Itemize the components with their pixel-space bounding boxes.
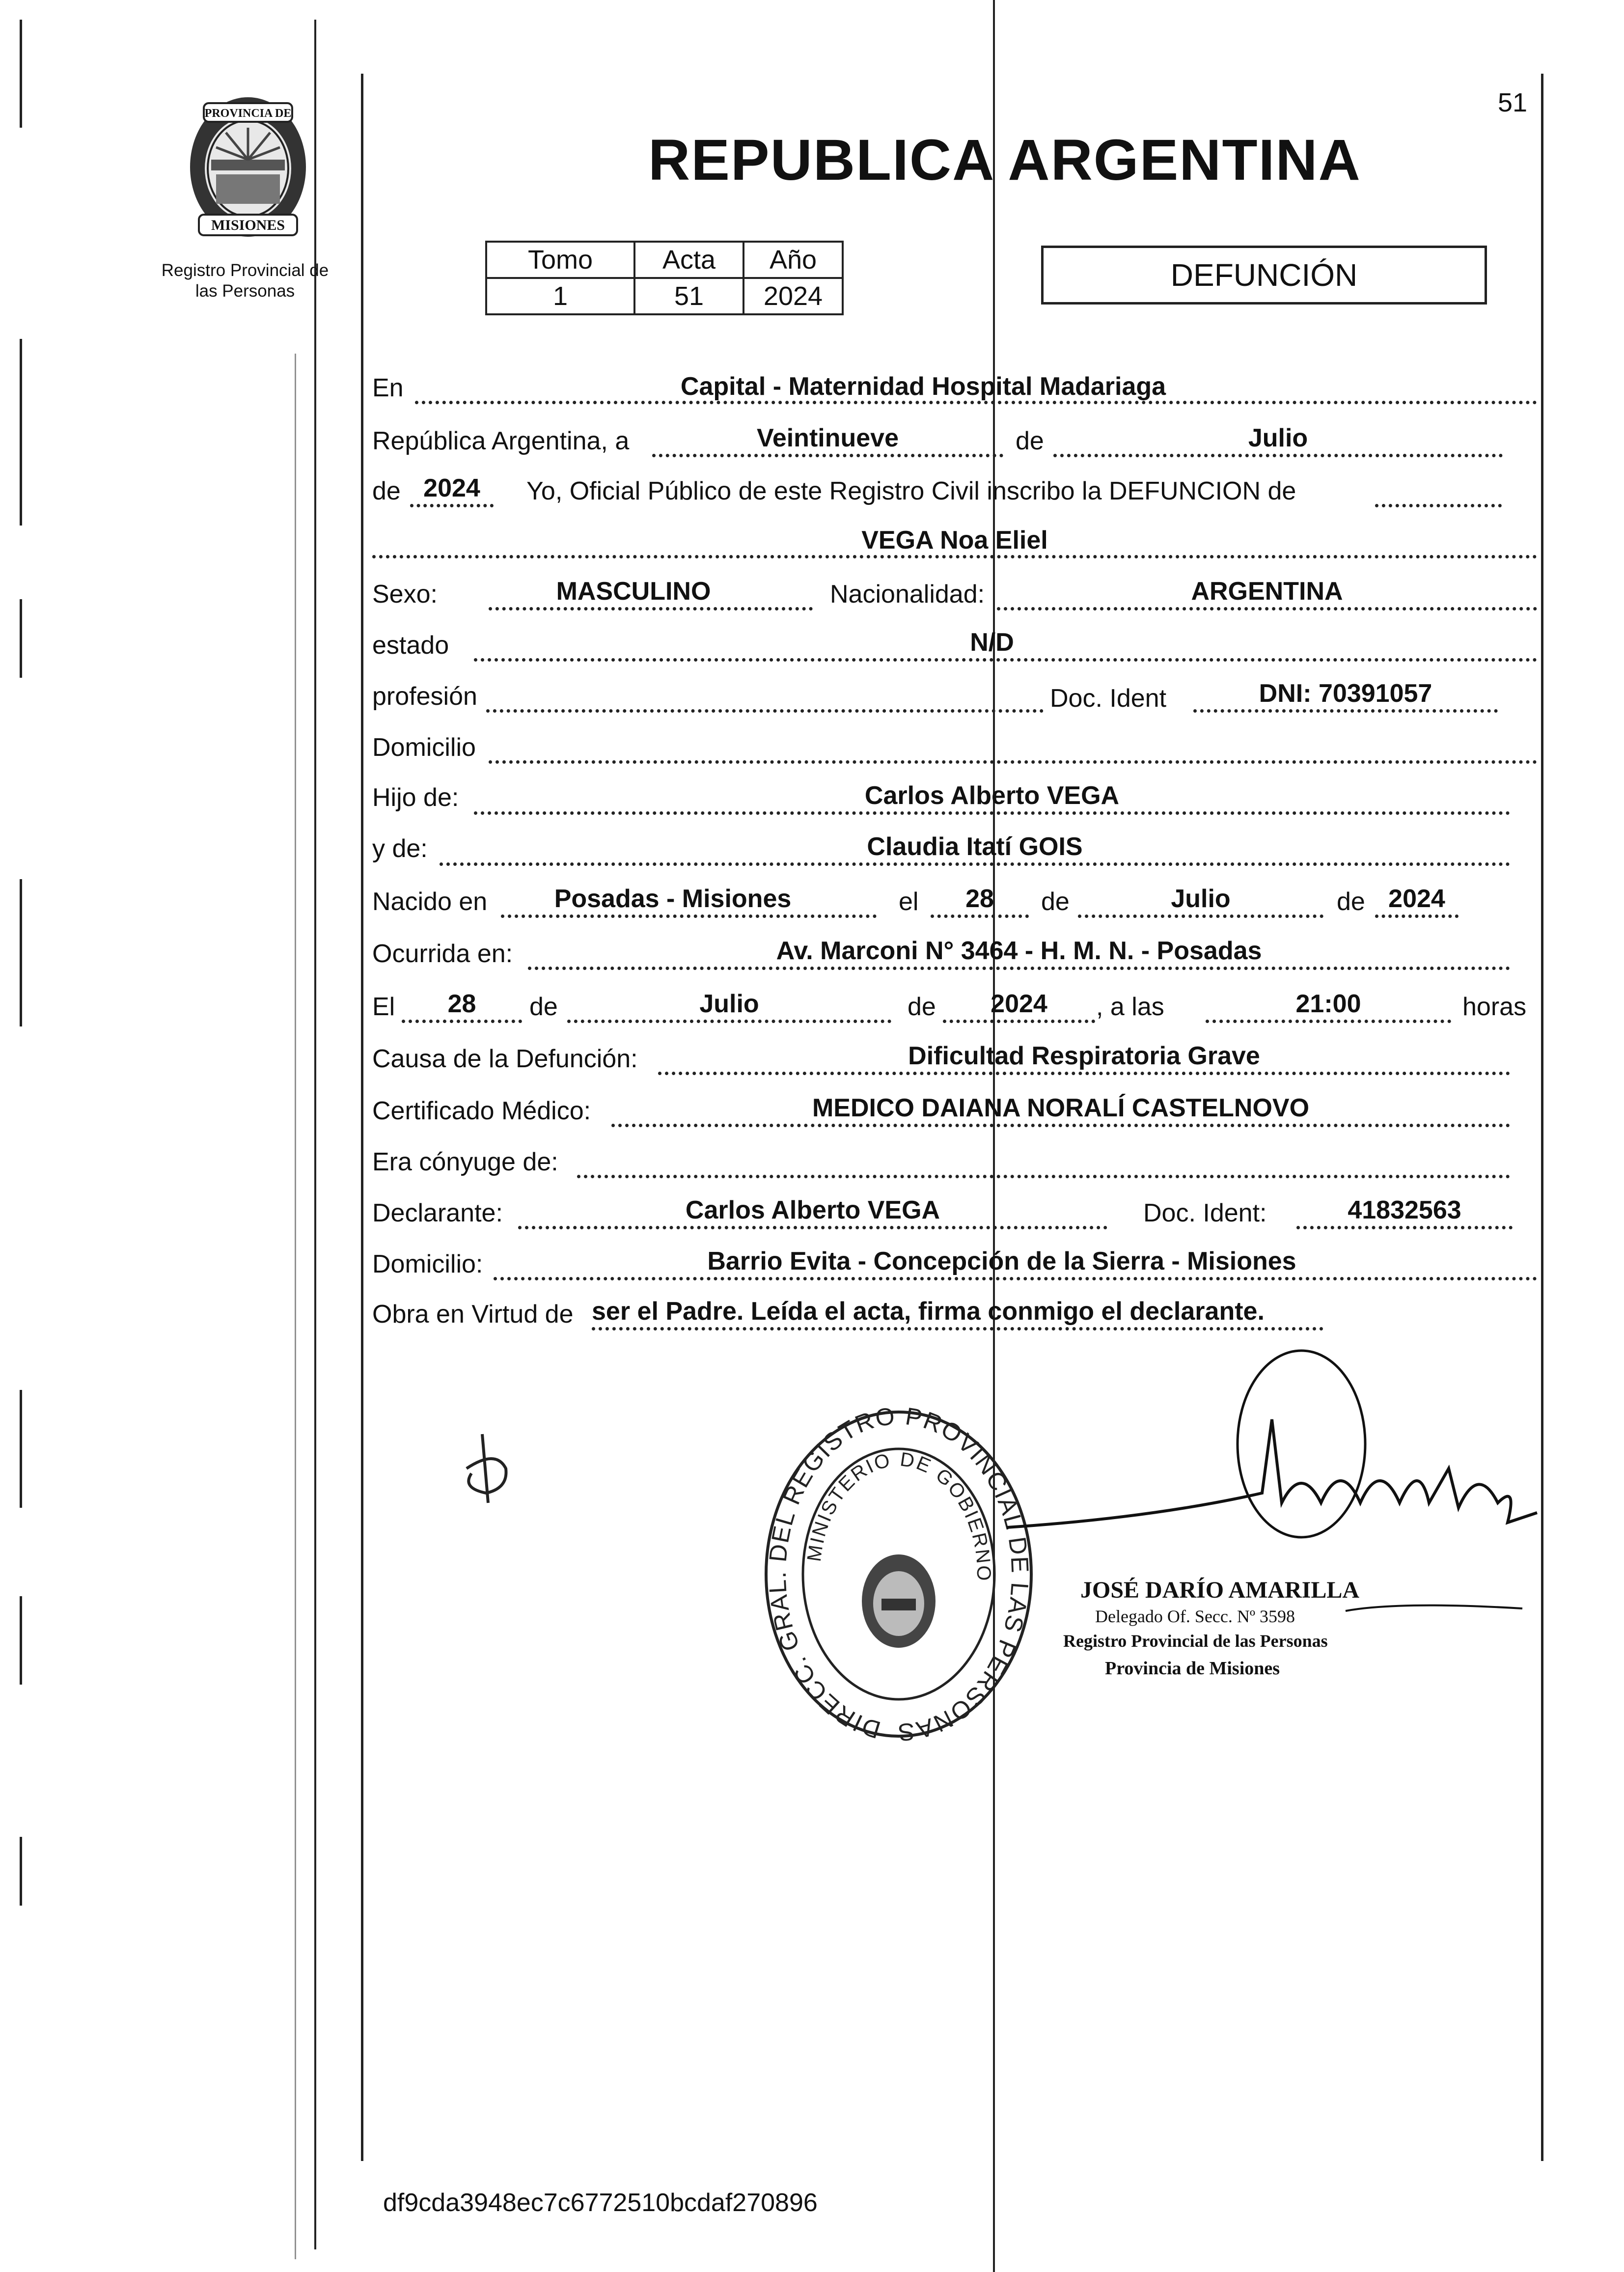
dotted-line bbox=[415, 401, 1537, 404]
label-domicilio-declarante: Domicilio: bbox=[372, 1250, 483, 1278]
certificado-value: MEDICO DAIANA NORALÍ CASTELNOVO bbox=[812, 1094, 1310, 1122]
father-value: Carlos Alberto VEGA bbox=[864, 781, 1120, 810]
dotted-line bbox=[611, 1124, 1510, 1127]
death-time-value: 21:00 bbox=[1295, 990, 1361, 1018]
label-domicilio: Domicilio bbox=[372, 733, 476, 762]
death-place-value: Av. Marconi N° 3464 - H. M. N. - Posadas bbox=[776, 937, 1262, 965]
label-conyuge: Era cónyuge de: bbox=[372, 1148, 558, 1176]
scan-edge-line bbox=[295, 354, 296, 2259]
dotted-line bbox=[997, 607, 1537, 610]
official-name: JOSÉ DARÍO AMARILLA bbox=[1080, 1577, 1360, 1603]
dotted-line bbox=[528, 967, 1510, 970]
label-causa: Causa de la Defunción: bbox=[372, 1045, 638, 1073]
page-number: 51 bbox=[1498, 88, 1528, 117]
label-estado: estado bbox=[372, 631, 449, 660]
label-y-de: y de: bbox=[372, 834, 428, 863]
stamp-ring-text: DIRECC. GRAL. DEL REGISTRO PROVINCIAL DE LAS PERSONAS bbox=[763, 1405, 1034, 1746]
label-horas: horas bbox=[1462, 993, 1527, 1021]
dotted-line bbox=[577, 1175, 1510, 1178]
dotted-line bbox=[489, 760, 1537, 764]
sexo-value: MASCULINO bbox=[556, 577, 711, 606]
label-certificado: Certificado Médico: bbox=[372, 1097, 591, 1125]
label-hijo-de: Hijo de: bbox=[372, 783, 459, 812]
mother-value: Claudia Itatí GOIS bbox=[867, 832, 1083, 861]
stamp-inner-text: MINISTERIO DE GOBIERNO bbox=[803, 1448, 995, 1582]
dotted-line bbox=[440, 862, 1510, 866]
declarante-domicilio-value: Barrio Evita - Concepción de la Sierra - Misiones bbox=[707, 1247, 1296, 1275]
death-month-value: Julio bbox=[699, 990, 759, 1018]
label-doc-ident-declarante: Doc. Ident: bbox=[1143, 1199, 1267, 1227]
label-obra: Obra en Virtud de bbox=[372, 1300, 574, 1329]
official-province: Provincia de Misiones bbox=[1105, 1658, 1280, 1679]
document-title: REPUBLICA ARGENTINA bbox=[648, 128, 1361, 193]
scan-edge-line bbox=[20, 20, 22, 128]
label-de: de bbox=[529, 993, 558, 1021]
label-de: de bbox=[1016, 427, 1044, 455]
record-header-ano: Año bbox=[743, 242, 843, 278]
initial-mark bbox=[452, 1429, 521, 1523]
registry-line-2: las Personas bbox=[195, 281, 295, 301]
logo-text-bottom: MISIONES bbox=[211, 217, 285, 233]
declarante-value: Carlos Alberto VEGA bbox=[685, 1196, 940, 1224]
scan-edge-line bbox=[20, 1596, 22, 1685]
scan-edge-line bbox=[20, 339, 22, 526]
scan-edge-line bbox=[20, 1390, 22, 1508]
registry-caption bbox=[149, 260, 341, 302]
dotted-line bbox=[592, 1327, 1323, 1330]
dotted-line bbox=[518, 1226, 1107, 1229]
dotted-line bbox=[658, 1072, 1510, 1075]
label-sexo: Sexo: bbox=[372, 580, 438, 609]
death-day-value: 28 bbox=[447, 990, 476, 1018]
dotted-line bbox=[1375, 914, 1459, 918]
death-year-value: 2024 bbox=[991, 990, 1047, 1018]
label-el: el bbox=[899, 887, 919, 916]
estado-value: N/D bbox=[970, 628, 1014, 657]
birth-year-value: 2024 bbox=[1388, 885, 1445, 913]
dotted-line bbox=[402, 1020, 522, 1023]
dotted-line bbox=[410, 504, 494, 507]
record-table bbox=[485, 241, 844, 315]
label-de: de bbox=[908, 993, 936, 1021]
dotted-line bbox=[474, 658, 1537, 662]
label-ocurrida-en: Ocurrida en: bbox=[372, 940, 513, 968]
label-nacido-en: Nacido en bbox=[372, 887, 488, 916]
dotted-line bbox=[943, 1020, 1095, 1023]
province-coat-of-arms-logo bbox=[172, 86, 324, 248]
scan-edge-line bbox=[20, 599, 22, 678]
dotted-line bbox=[1078, 914, 1323, 918]
label-doc-ident: Doc. Ident bbox=[1050, 684, 1167, 713]
dotted-line bbox=[931, 914, 1029, 918]
official-title: Delegado Of. Secc. Nº 3598 bbox=[1095, 1607, 1295, 1626]
document-hash: df9cda3948ec7c6772510bcdaf270896 bbox=[383, 2189, 818, 2217]
scan-edge-line bbox=[20, 879, 22, 1026]
label-a-las: , a las bbox=[1096, 993, 1164, 1021]
dotted-line bbox=[489, 607, 813, 610]
form-right-border bbox=[1541, 74, 1543, 2161]
birth-day-value: 28 bbox=[965, 885, 994, 913]
label-year-de: de bbox=[372, 477, 401, 505]
record-value-acta: 51 bbox=[634, 278, 743, 314]
dotted-line bbox=[1296, 1226, 1513, 1229]
causa-value: Dificultad Respiratoria Grave bbox=[908, 1042, 1260, 1070]
label-de: de bbox=[1337, 887, 1365, 916]
scan-edge-line bbox=[314, 20, 316, 2249]
dotted-line bbox=[1193, 709, 1498, 713]
deceased-name-value: VEGA Noa Eliel bbox=[861, 526, 1048, 554]
official-stamp bbox=[756, 1405, 1041, 1768]
label-republica: República Argentina, a bbox=[372, 427, 630, 455]
official-registry: Registro Provincial de las Personas bbox=[1063, 1631, 1328, 1651]
label-declarante: Declarante: bbox=[372, 1199, 503, 1227]
obra-value: ser el Padre. Leída el acta, firma conmigo el declarante. bbox=[592, 1297, 1265, 1326]
declarante-doc-value: 41832563 bbox=[1348, 1196, 1461, 1224]
dotted-line bbox=[1375, 504, 1502, 507]
place-value: Capital - Maternidad Hospital Madariaga bbox=[680, 372, 1166, 401]
birth-month-value: Julio bbox=[1171, 885, 1231, 913]
logo-text-top: PROVINCIA DE bbox=[204, 107, 292, 120]
registry-line-1: Registro Provincial de bbox=[161, 261, 329, 280]
dotted-line bbox=[501, 914, 877, 918]
label-el-cap: El bbox=[372, 993, 395, 1021]
record-type-box: DEFUNCIÓN bbox=[1041, 246, 1487, 305]
birthplace-value: Posadas - Misiones bbox=[554, 885, 792, 913]
dotted-line bbox=[494, 1277, 1537, 1280]
record-header-tomo: Tomo bbox=[486, 242, 634, 278]
record-value-ano: 2024 bbox=[743, 278, 843, 314]
dotted-line bbox=[474, 811, 1510, 815]
label-nacionalidad: Nacionalidad: bbox=[830, 580, 985, 609]
dotted-line bbox=[1053, 454, 1503, 457]
month-value: Julio bbox=[1248, 424, 1308, 452]
dotted-line bbox=[372, 555, 1537, 558]
nacionalidad-value: ARGENTINA bbox=[1191, 577, 1343, 606]
dotted-line bbox=[567, 1020, 891, 1023]
official-statement: Yo, Oficial Público de este Registro Civil inscribo la DEFUNCION de bbox=[526, 477, 1296, 505]
doc-ident-value: DNI: 70391057 bbox=[1259, 679, 1432, 708]
record-header-acta: Acta bbox=[634, 242, 743, 278]
label-de: de bbox=[1041, 887, 1070, 916]
dotted-line bbox=[486, 709, 1044, 713]
label-en: En bbox=[372, 374, 404, 402]
scan-edge-line bbox=[20, 1837, 22, 1906]
record-value-tomo: 1 bbox=[486, 278, 634, 314]
dotted-line bbox=[1206, 1020, 1451, 1023]
day-value: Veintinueve bbox=[757, 424, 899, 452]
label-profesion: profesión bbox=[372, 682, 477, 711]
fold-line bbox=[993, 0, 995, 2272]
year-value: 2024 bbox=[423, 474, 480, 502]
dotted-line bbox=[652, 454, 1003, 457]
form-left-border bbox=[361, 74, 363, 2161]
